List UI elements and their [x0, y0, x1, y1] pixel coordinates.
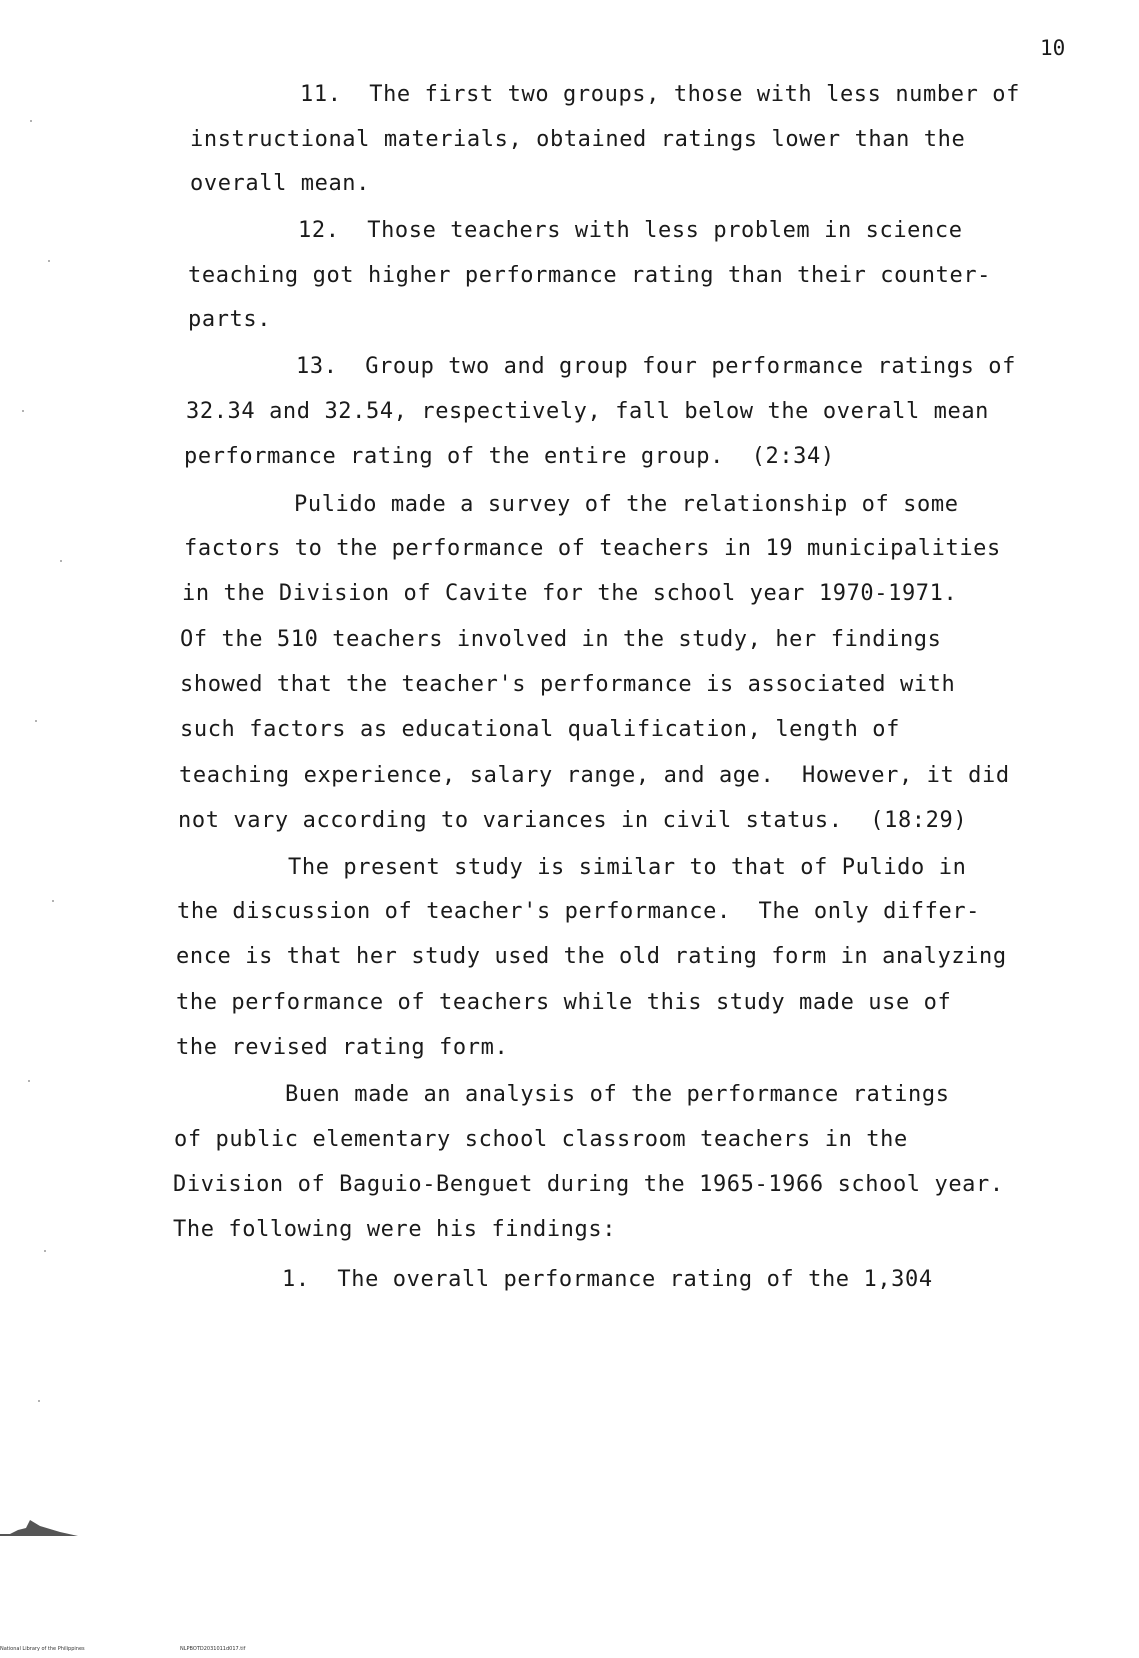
footer-file-code: NLPBOTD2031011d017.tif — [180, 1646, 246, 1652]
text-line: performance rating of the entire group. (2:34) — [184, 444, 835, 469]
page-number: 10 — [1040, 36, 1066, 60]
text-line: The following were his findings: — [173, 1217, 617, 1242]
speck — [28, 1080, 30, 1082]
text-line: Division of Baguio-Benguet during the 1965-1966 school year. — [173, 1172, 1004, 1197]
text-line: parts. — [188, 307, 272, 332]
text-line: Of the 510 teachers involved in the study, her findings — [180, 627, 942, 652]
scan-artifact-mark — [0, 1518, 82, 1540]
speck — [60, 560, 62, 562]
text-line: ence is that her study used the old rating form in analyzing — [176, 944, 1007, 969]
text-line: The present study is similar to that of Pulido in — [288, 855, 967, 880]
footer-library: National Library of the Philippines — [0, 1646, 85, 1652]
text-line: Buen made an analysis of the performance ratings — [285, 1082, 950, 1107]
text-line: 11. The first two groups, those with less number of — [300, 82, 1020, 107]
text-line: such factors as educational qualification, length of — [180, 717, 900, 742]
text-line: the performance of teachers while this study made use of — [176, 990, 952, 1015]
text-line: 32.34 and 32.54, respectively, fall below the overall mean — [186, 399, 990, 424]
text-line: the discussion of teacher's performance. The only differ- — [177, 899, 981, 924]
text-line: showed that the teacher's performance is associated with — [180, 672, 956, 697]
speck — [22, 410, 24, 412]
text-line: the revised rating form. — [176, 1035, 509, 1060]
speck — [35, 720, 37, 722]
speck — [48, 260, 50, 262]
text-line: 12. Those teachers with less problem in science — [298, 218, 963, 243]
text-line: in the Division of Cavite for the school year 1970-1971. — [182, 581, 958, 606]
text-line: factors to the performance of teachers in 19 municipalities — [184, 536, 1001, 561]
speck — [44, 1250, 46, 1252]
text-line: teaching experience, salary range, and age. However, it did — [179, 763, 1010, 788]
text-line: teaching got higher performance rating than their counter- — [188, 263, 992, 288]
text-line: Pulido made a survey of the relationship of some — [294, 492, 959, 517]
text-line: overall mean. — [190, 171, 370, 196]
text-line: not vary according to variances in civil status. (18:29) — [178, 808, 968, 833]
speck — [52, 900, 54, 902]
text-line: instructional materials, obtained ratings lower than the — [190, 127, 966, 152]
speck — [30, 120, 32, 122]
text-line: 13. Group two and group four performance ratings of — [296, 354, 1016, 379]
text-line: of public elementary school classroom teachers in the — [174, 1127, 908, 1152]
speck — [38, 1400, 40, 1402]
text-line: 1. The overall performance rating of the 1,304 — [282, 1267, 933, 1292]
